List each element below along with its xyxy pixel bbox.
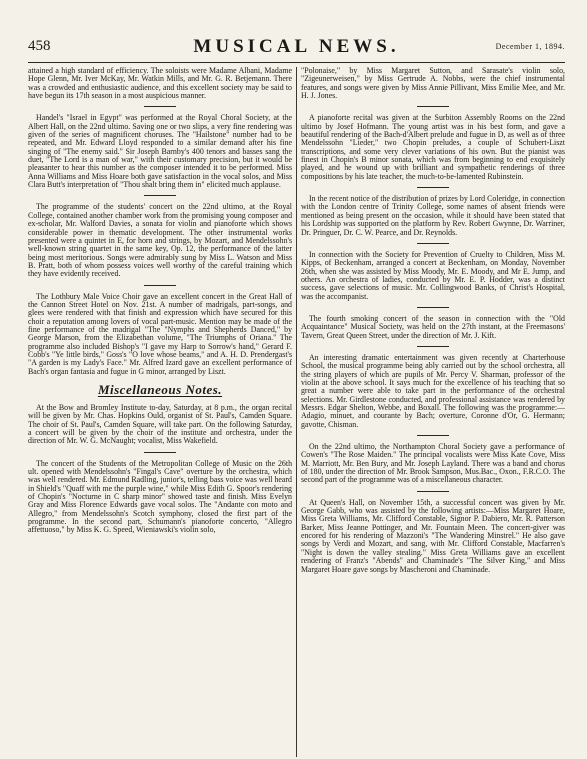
section-separator bbox=[417, 435, 449, 436]
article-paragraph: The Lothbury Male Voice Choir gave an excellent concert in the Great Hall of the Cannon Street Hotel on Nov. 21st. A number of madrigals, part-songs, and glees were rendered with that finish and expression which have secured for this choir a reputation among lovers of vocal part-music. Mention may be made of the fine performance of the madrigal "The "Nymphs and Shepherds Danced," by George Marson, from the Elizabethan volume, "The Triumphs of Oriana." The programme also included Bishop's "I gave my Harp to Sorrow's hand," Gerard F. Cobb's "Ye little birds," Goss's "O love whose beams," and A. H. D. Prendergast's "A garden is my Lady's Face." Mr. Alfred Izard gave an excellent performance of Bach's organ fantasia and fugue in G minor, arranged by Liszt. bbox=[28, 291, 293, 376]
section-separator bbox=[417, 307, 449, 308]
section-heading: Miscellaneous Notes. bbox=[97, 382, 223, 397]
page-number: 458 bbox=[28, 38, 51, 54]
section-separator bbox=[144, 285, 176, 286]
article-columns bbox=[28, 67, 565, 757]
section-separator bbox=[417, 491, 449, 492]
column-rule bbox=[292, 67, 301, 757]
section-separator bbox=[144, 452, 176, 453]
article-paragraph: At Queen's Hall, on November 15th, a successful concert was given by Mr. George Gabb, who was assisted by the following artists:—Miss Margaret Hoare, Miss Greta Williams, Mr. Clifford Constable, Signor P. Dabiero, Mr. R. Patterson Barker, Miss Jeanne Pottinger, and Mr. Fountain Meen. The concert-giver was encored for his rendering of Mazzoni's "The Wandering Minstrel." He also gave songs by Verdi and Mozart, and sang, with Mr. Clifford Constable, Macfarren's "Night is down the valley stealing." Miss Greta Williams gave an excellent rendering of Franz's "Abends" and Chaminade's "The Silver King," and Miss Margaret Hoare gave songs by Mascheroni and Chaminade. bbox=[300, 497, 565, 574]
article-paragraph: An interesting dramatic entertainment was given recently at Charterhouse School, the musical programme being ably carried out by the school orchestra, all the string players of which are pupils of Mr. Percy V. Sharman, professor of the violin at the above school. It says much for the excellence of his teaching that so great a number were able to take part in the performance of the orchestral selections. Mr. Girdlestone conducted, and professional assistance was rendered by Messrs. Edgar Shelton, Webbe, and Boxall. The following was the programme:—Adagio, minuet, and courante by Bach; overture, Coronne d'Or, G. Hermann; gavotte, Chisman. bbox=[300, 352, 565, 429]
article-paragraph: A pianoforte recital was given at the Surbiton Assembly Rooms on the 22nd ultimo by Josef Hofmann. The young artist was in his best form, and gave a beautiful rendering of the Bach-d'Albert prelude and fugue in D, as well as of three Mendelssohn "Lieder," two Chopin preludes, a couple of Schubert-Liszt transcriptions, and some very clever variations of his own. But the pianist was finest in Chopin's B minor sonata, which was from beginning to end exquisitely played, and he wound up with brilliant and sympathetic renderings of three compositions by his late teacher, the much-to-be-lamented Rubinstein. bbox=[300, 113, 565, 181]
article-paragraph: On the 22nd ultimo, the Northampton Choral Society gave a performance of Cowen's "The Rose Maiden." The principal vocalists were Miss Kate Cove, Miss M. Marriott, Mr. Ben Bury, and Mr. Joseph Layland. There was a band and chorus of 180, under the direction of Mr. Brook Sampson, Mus.Bac., Oxon., F.R.C.O. The second part of the programme was of a miscellaneous character. bbox=[300, 442, 565, 485]
right-column bbox=[301, 67, 565, 757]
article-paragraph: In the recent notice of the distribution of prizes by Lord Coleridge, in connection with the London centre of Trinity College, some names of absent friends were mentioned as being present on the occasion, while it should have been stated that his Lordship was supported on the platform by Rev. Robert Gwynne, Dr. Warriner, Dr. Pringuer, Dr. C. W. Pearce, and Dr. Reynolds. bbox=[300, 194, 565, 237]
section-separator bbox=[144, 195, 176, 196]
section-separator bbox=[144, 106, 176, 107]
left-column bbox=[28, 67, 292, 757]
article-paragraph: At the Bow and Bromley Institute to-day, Saturday, at 8 p.m., the organ recital will be given by Mr. Chas. Hopkins Ould, organist of St. Paul's, Camden Square. The choir of St. Paul's, Camden Square, will take part. On the following Saturday, a concert will be given by the choir of the institute and orchestra, under the direction of Mr. W. G. McNaught; vocalist, Miss Wakefield. bbox=[28, 403, 293, 446]
article-paragraph: In connection with the Society for Prevention of Cruelty to Children, Miss M. Kipps, of Beckenham, arranged a concert at Beckenham, on Monday, November 26th, when she was assisted by Miss Moody, Mr. E. Moody, and Mr E. Jump, and others. An orchestra of ladies, conducted by Mr. E. P. Hodder, was a distinct success, gave selections of music. Mr. Collingwood Banks, of Christ's Hospital, was the accompanist. bbox=[300, 249, 565, 301]
section-separator bbox=[417, 243, 449, 244]
header-rule bbox=[28, 62, 565, 63]
section-separator bbox=[417, 346, 449, 347]
article-paragraph: The concert of the Students of the Metropolitan College of Music on the 26th ult. opened with Mendelssohn's "Fingal's Cave" overture by the orchestra, which was well rendered. Mr. Edmund Radling, junior's, telling bass voice was well heard in Shield's "Quaff with me the purple wine," while Miss Edith G. Spoor's rendering of Chopin's "Nocturne in C sharp minor" showed taste and finish. Miss Evelyn Gray and Miss Florence Edwards gave vocal solos. The "Andante con moto and Allegro," from Mendelssohn's Scotch symphony, closed the first part of the programme. In the second part, Schumann's pianoforte concerto, "Allegro affettuoso," by Miss K. G. Speed, Wieniawski's violin solo, bbox=[28, 458, 293, 535]
article-paragraph: The programme of the students' concert on the 22nd ultimo, at the Royal College, contained another chamber work from the promising young composer and ex-scholar, Mr. Walford Davies, a sonata for violin and pianoforte which shows considerable power in thematic development. The other instrumental works presented were a quintet in E, for horn and strings, by Mozart, and Mendelssohn's well-known string quartet in the same key, Op. 12, the performance of the latter being most meritorious. Songs were admirably sung by Miss L. Watson and Miss B. Pratt, both of whom possess voices well worthy of the careful training which they have evidently received. bbox=[28, 202, 293, 279]
article-paragraph: The fourth smoking concert of the season in connection with the "Old Acquaintance" Musical Society, was held on the 27th instant, at the Freemasons' Tavern, Great Queen Street, under the direction of Mr. J. Kift. bbox=[300, 313, 565, 340]
article-paragraph: Handel's "Israel in Egypt" was performed at the Royal Choral Society, at the Albert Hall, on the 22nd ultimo. Saving one or two slips, a very fine rendering was given of the series of magnificent choruses. The "Hailstone" number had to be repeated, and Mr. Edward Lloyd responded to a similar demand after his fine singing of "The enemy said." Sir Joseph Barnby's 400 tenors and basses sang the duet, "The Lord is a man of war," with their customary precision, but it would be pleasanter to hear this number as the composer intended it to be performed. Miss Anna Williams and Miss Hoare both gave satisfaction in the vocal solos, and Miss Clara Butt's interpretation of "Thou shalt bring them in" elicited much applause. bbox=[28, 113, 293, 190]
page-header bbox=[28, 38, 565, 58]
article-paragraph: attained a high standard of efficiency. The soloists were Madame Albani, Madame Hope Glenn, Mr. Iver McKay, Mr. Watkin Mills, and Mr. G. R. Betjemann. There was a crowded and enthusiastic audience, and this excellent society may be said to have begun its 17th season in a most auspicious manner. bbox=[28, 67, 293, 101]
issue-date: December 1, 1894. bbox=[495, 42, 565, 51]
article-paragraph: "Polonaise," by Miss Margaret Sutton, and Sarasate's violin solo, "Zigeunerweisen," by Miss Gertrude A. Nobbs, were the chief instrumental features, and songs were given by Miss Annie Pillivant, Miss Emilie Mee, and Mr. H. J. Jones. bbox=[300, 67, 565, 101]
section-separator bbox=[417, 106, 449, 107]
section-separator bbox=[417, 187, 449, 188]
journal-title: MUSICAL NEWS. bbox=[193, 36, 400, 57]
